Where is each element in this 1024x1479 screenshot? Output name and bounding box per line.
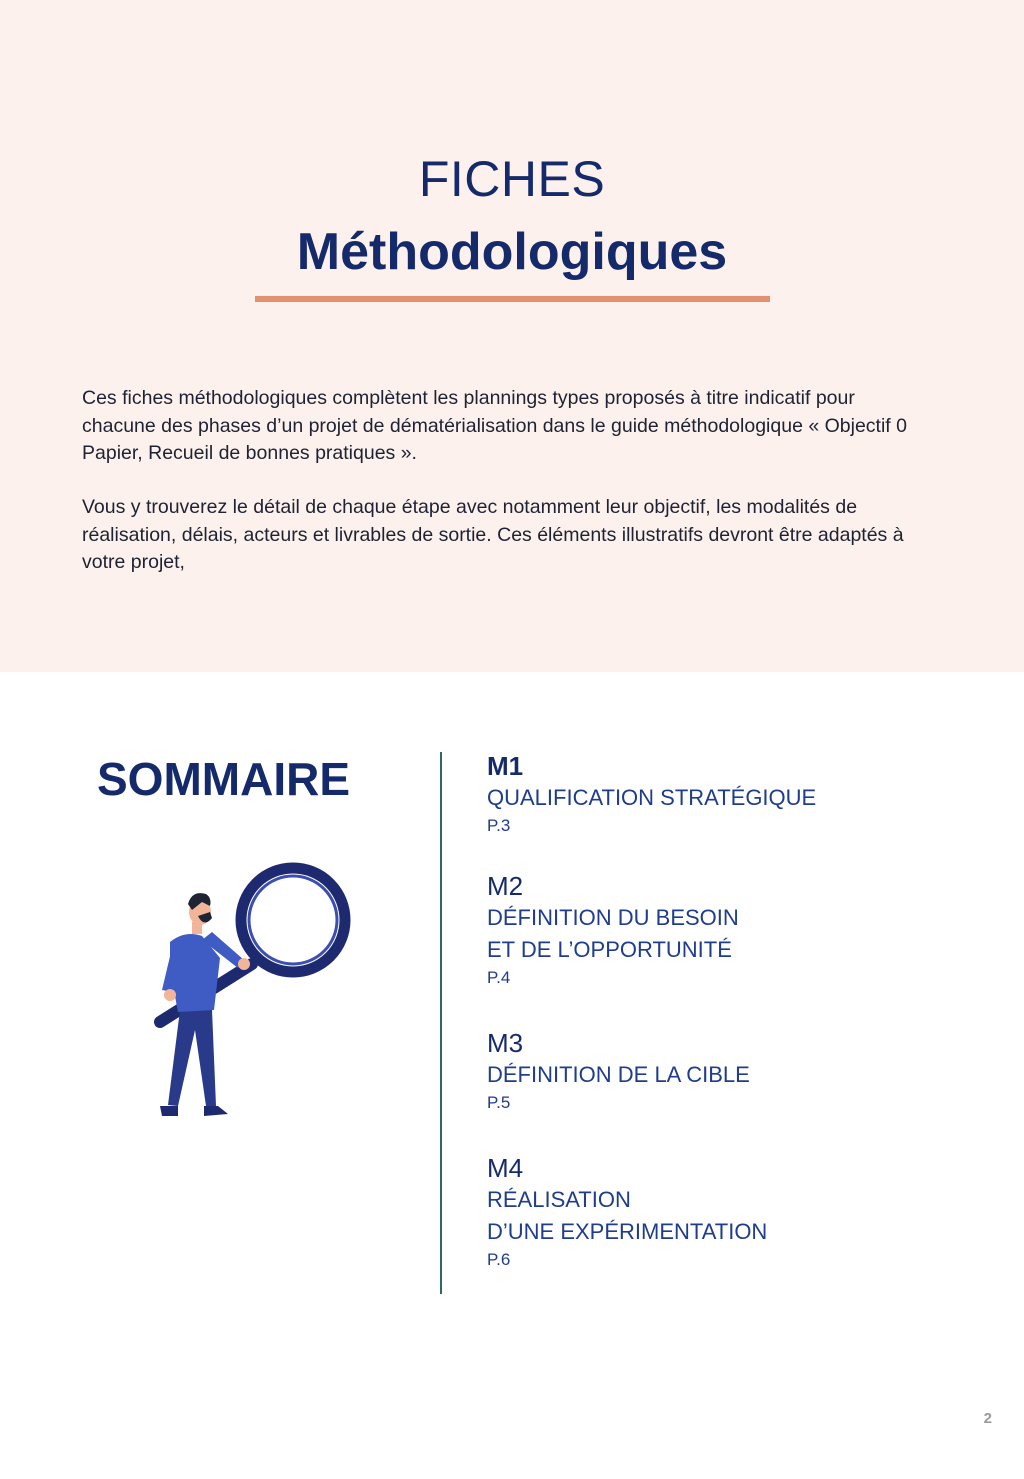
title-underline [255,296,770,302]
intro-paragraph-1: Ces fiches méthodologiques complètent les plannings types proposés à titre indicatif pour chacune des phases d’un projet de dématérialisation dans le guide méthodologique « Objectif 0 Papier, Recueil de bonnes pratiques ». [82,387,907,464]
title-methodologiques: Méthodologiques [296,223,728,281]
summary-divider [440,752,442,1294]
toc-label: DÉFINITION DU BESOIN [487,905,739,930]
person-magnifying-glass-icon [140,860,370,1125]
toc-label-line2: D’UNE EXPÉRIMENTATION [487,1219,768,1244]
toc-label-line2: ET DE L’OPPORTUNITÉ [487,937,732,962]
toc-item-m1[interactable] [487,750,987,838]
toc-label: DÉFINITION DE LA CIBLE [487,1062,750,1087]
header-section [0,0,1024,672]
toc-code: M4 [487,1153,524,1183]
intro-paragraph-2: Vous y trouverez le détail de chaque étape avec notamment leur objectif, les modalités de réalisation, délais, acteurs et livrables de sortie. Ces éléments illustratifs devront être adaptés à votre projet, [82,496,904,573]
toc-page: P.5 [487,1093,511,1112]
toc-label: RÉALISATION [487,1187,631,1212]
toc-page: P.6 [487,1250,511,1269]
summary-title: SOMMAIRE [97,753,350,805]
toc-code: M2 [487,871,524,901]
toc-item-m4[interactable] [487,1152,987,1272]
toc-label: QUALIFICATION STRATÉGIQUE [487,785,817,810]
toc-item-m2[interactable] [487,870,987,990]
toc-item-m3[interactable] [487,1027,987,1115]
toc-code: M1 [487,751,524,781]
title-fiches: FICHES [418,151,606,207]
page-number: 2 [983,1410,992,1427]
toc-page: P.4 [487,968,511,987]
toc-page: P.3 [487,816,511,835]
toc-code: M3 [487,1028,524,1058]
